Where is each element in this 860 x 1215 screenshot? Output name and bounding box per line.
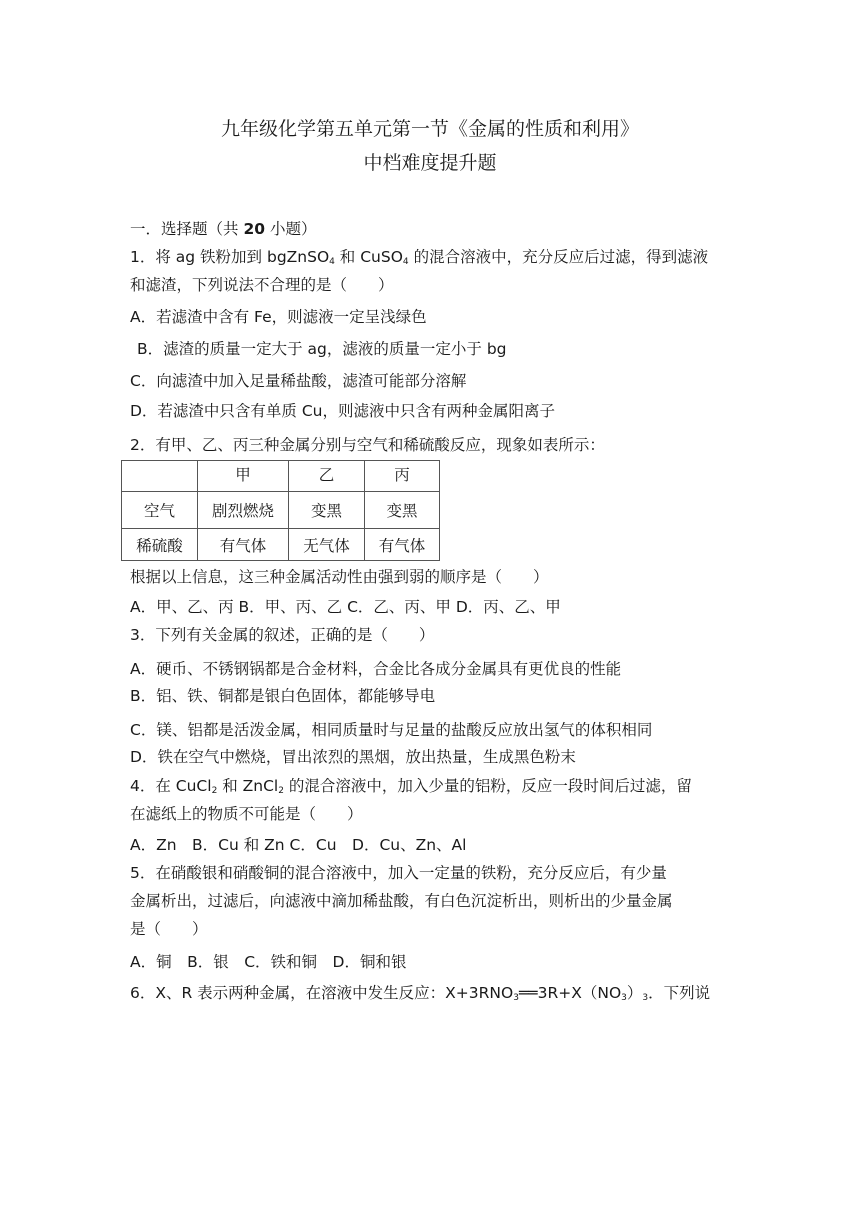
q1-stem-line1: 1．将 ag 铁粉加到 bgZnSO$_4$ 和 CuSO$_4$ 的混合溶液中，充分反应后过滤，得到滤液	[130, 248, 709, 267]
table-cell: 剧烈燃烧	[198, 492, 289, 529]
q4-stem-line1: 4．在 CuCl$_2$ 和 ZnCl$_2$ 的混合溶液中，加入少量的铝粉，反应一段时间后过滤，留	[130, 777, 692, 796]
q1-option-d: D．若滤渣中只含有单质 Cu，则滤液中只含有两种金属阳离子	[130, 402, 556, 420]
q4-stem-line2: 在滤纸上的物质不可能是（ ）	[130, 805, 363, 823]
q3-option-d: D．铁在空气中燃烧，冒出浓烈的黑烟，放出热量，生成黑色粉末	[130, 748, 576, 766]
table-header-row	[122, 461, 440, 492]
q5-stem-line1: 5．在硝酸银和硝酸铜的混合溶液中，加入一定量的铁粉，充分反应后，有少量	[130, 864, 667, 882]
q6-stem-line1: 6．X、R 表示两种金属，在溶液中发生反应：$X+3RNO_3══3R+X(NO_3)_3$．下列说	[130, 984, 711, 1003]
q5-stem-line2: 金属析出，过滤后，向滤液中滴加稀盐酸，有白色沉淀析出，则析出的少量金属	[130, 892, 673, 910]
table-cell: 无气体	[289, 529, 365, 561]
table-cell: 有气体	[198, 529, 289, 561]
q2-stem: 2．有甲、乙、丙三种金属分别与空气和稀硫酸反应，现象如表所示：	[130, 436, 605, 454]
table-cell: 乙	[289, 461, 365, 492]
question-count: 20	[243, 220, 266, 238]
document-title: 九年级化学第五单元第一节《金属的性质和利用》	[220, 118, 639, 140]
q4-options: A．Zn B．Cu 和 Zn C．Cu D．Cu、Zn、Al	[130, 836, 467, 854]
table-cell	[122, 461, 198, 492]
q3-option-a: A．硬币、不锈钢锅都是合金材料，合金比各成分金属具有更优良的性能	[130, 660, 622, 678]
table-cell: 稀硫酸	[122, 529, 198, 561]
q2-table	[121, 460, 440, 561]
table-cell: 有气体	[365, 529, 440, 561]
q1-option-a: A．若滤渣中含有 Fe，则滤液一定呈浅绿色	[130, 308, 427, 326]
table-cell: 变黑	[365, 492, 440, 529]
q2-options: A．甲、乙、丙 B．甲、丙、乙 C．乙、丙、甲 D．丙、乙、甲	[130, 598, 561, 616]
q3-stem: 3．下列有关金属的叙述，正确的是（ ）	[130, 626, 435, 644]
q5-stem-line3: 是（ ）	[130, 920, 208, 938]
table-cell: 变黑	[289, 492, 365, 529]
q1-option-c: C．向滤渣中加入足量稀盐酸，滤渣可能部分溶解	[130, 372, 467, 390]
table-row	[122, 492, 440, 529]
section-heading: 一．选择题（共 20 小题）	[130, 220, 317, 238]
q3-option-c: C．镁、铝都是活泼金属，相同质量时与足量的盐酸反应放出氢气的体积相同	[130, 721, 653, 739]
table-cell: 空气	[122, 492, 198, 529]
q5-options: A．铜 B．银 C．铁和铜 D．铜和银	[130, 953, 407, 971]
table-cell: 甲	[198, 461, 289, 492]
q1-option-b: B．滤渣的质量一定大于 ag，滤液的质量一定小于 bg	[137, 340, 507, 358]
q3-option-b: B．铝、铁、铜都是银白色固体，都能够导电	[130, 687, 436, 705]
table-cell: 丙	[365, 461, 440, 492]
document-subtitle: 中档难度提升题	[363, 152, 497, 174]
q2-question: 根据以上信息，这三种金属活动性由强到弱的顺序是（ ）	[130, 568, 549, 586]
table-row	[122, 529, 440, 561]
q1-stem-line2: 和滤渣，下列说法不合理的是（ ）	[130, 276, 394, 294]
